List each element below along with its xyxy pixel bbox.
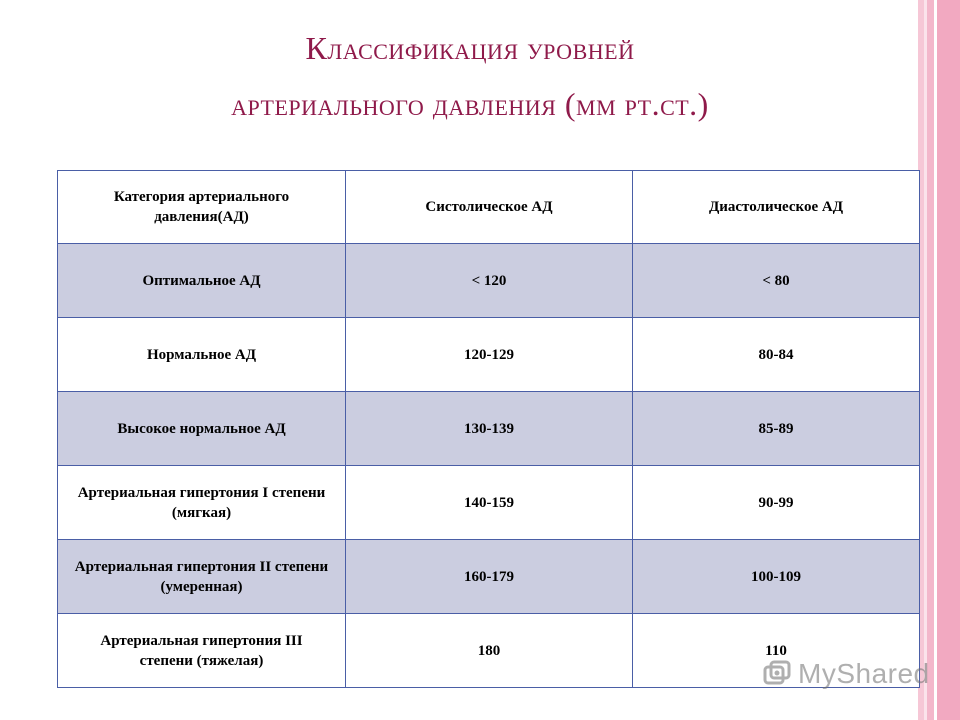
cell-category: Артериальная гипертония I степени (мягкая) xyxy=(58,466,346,540)
cell-systolic: < 120 xyxy=(346,244,633,318)
table-row xyxy=(58,540,920,614)
table-row xyxy=(58,244,920,318)
cell-category: Артериальная гипертония III степени (тяжелая) xyxy=(58,614,346,688)
cell-diastolic: 85-89 xyxy=(633,392,920,466)
slide-title-line-1: Классификация уровней xyxy=(305,30,635,66)
slide-title xyxy=(60,20,880,132)
table-header-row xyxy=(58,171,920,244)
cell-diastolic: 100-109 xyxy=(633,540,920,614)
cell-diastolic: 80-84 xyxy=(633,318,920,392)
header-category: Категория артериального давления(АД) xyxy=(58,171,346,244)
cell-systolic: 160-179 xyxy=(346,540,633,614)
header-systolic: Систолическое АД xyxy=(346,171,633,244)
cell-category: Высокое нормальное АД xyxy=(58,392,346,466)
decorative-side-stripes xyxy=(918,0,960,720)
stripe-wide xyxy=(937,0,960,720)
cell-systolic: 120-129 xyxy=(346,318,633,392)
watermark xyxy=(762,652,930,696)
watermark-text: MyShared xyxy=(798,658,930,689)
slide-title-line-2: артериального давления (мм рт.ст.) xyxy=(231,86,709,122)
blood-pressure-table xyxy=(57,170,920,688)
table-row xyxy=(58,392,920,466)
table-row xyxy=(58,318,920,392)
header-diastolic: Диастолическое АД xyxy=(633,171,920,244)
cell-systolic: 180 xyxy=(346,614,633,688)
myshared-logo-icon xyxy=(762,659,792,689)
cell-diastolic: < 80 xyxy=(633,244,920,318)
cell-category: Нормальное АД xyxy=(58,318,346,392)
table-row xyxy=(58,466,920,540)
cell-category: Оптимальное АД xyxy=(58,244,346,318)
cell-category: Артериальная гипертония II степени (умеренная) xyxy=(58,540,346,614)
cell-diastolic: 90-99 xyxy=(633,466,920,540)
cell-diastolic: 110 xyxy=(633,614,920,688)
cell-systolic: 130-139 xyxy=(346,392,633,466)
cell-systolic: 140-159 xyxy=(346,466,633,540)
stripe-medium xyxy=(927,0,934,720)
